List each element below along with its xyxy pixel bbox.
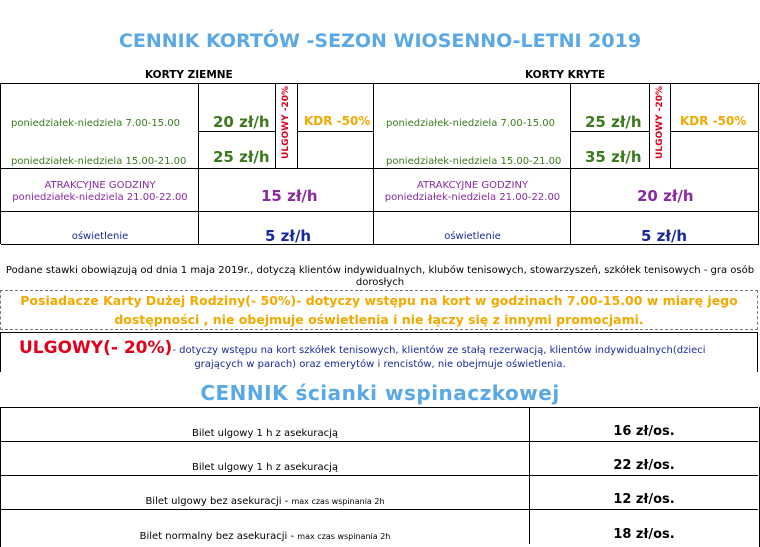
kryte-kdr-label: KDR -50% xyxy=(680,114,747,128)
ziemne-row1-label: poniedziałek-niedziela 7.00-15.00 xyxy=(11,118,181,129)
wall-row-price: 22 zł/os. xyxy=(613,458,675,473)
kryte-atr-price: 20 zł/h xyxy=(637,187,694,205)
korty-ziemne-header: KORTY ZIEMNE xyxy=(145,69,233,81)
table-row xyxy=(1,408,758,442)
kryte-labels-cell xyxy=(374,84,571,169)
table-row xyxy=(1,442,758,476)
table-row xyxy=(1,510,758,544)
ulgowy-text-line1: - dotyczy wstępu na kort szkółek tenisowych, klientów ze stałą rezerwacją, klientów indywidualnych(dzieci xyxy=(172,345,706,356)
kryte-atr-label-cell xyxy=(374,169,571,212)
kryte-empty-cell xyxy=(671,132,759,169)
kryte-ulgowy-cell xyxy=(650,84,671,169)
ulgowy-info-box xyxy=(0,332,758,372)
wall-row-note: max czas wspinania 2h xyxy=(297,532,391,541)
ziemne-row1-price: 20 zł/h xyxy=(213,113,270,131)
kryte-light-label: oświetlenie xyxy=(444,231,501,242)
kdr-info-box: Posiadacze Karty Dużej Rodziny(- 50%)- dotyczy wstępu na kort w godzinach 7.00-15.00 w miarę jego dostępności , nie obejmuje oświetlenia i nie łączy się z innymi promocjami. xyxy=(0,290,758,330)
wall-row-price: 18 zł/os. xyxy=(613,527,675,542)
ziemne-atr-price: 15 zł/h xyxy=(261,187,318,205)
wall-row-price: 12 zł/os. xyxy=(613,492,675,507)
ziemne-atr-title: ATRAKCYJNE GODZINY xyxy=(44,180,156,191)
validity-note: Podane stawki obowiązują od dnia 1 maja 2019r., dotyczą klientów indywidualnych, klubów tenisowych, stowarzyszeń, szkółek tenisowych - gra osób dorosłych xyxy=(5,265,755,288)
ziemne-ulgowy-cell xyxy=(276,84,298,169)
ziemne-labels-cell xyxy=(1,84,199,169)
kryte-row1-label: poniedziałek-niedziela 7.00-15.00 xyxy=(386,118,556,129)
ziemne-row1-price-cell xyxy=(199,84,276,132)
kryte-row2-price: 35 zł/h xyxy=(585,148,642,166)
ziemne-light-label: oświetlenie xyxy=(71,231,129,242)
kryte-light-label-cell xyxy=(374,212,571,245)
kryte-atr-title: ATRAKCYJNE GODZINY xyxy=(416,180,529,191)
kryte-atr-price-cell xyxy=(571,169,759,212)
wall-row-name: Bilet normalny bez asekuracji - max czas wspinania 2h xyxy=(139,531,391,542)
ziemne-atr-label-cell xyxy=(1,169,199,212)
ziemne-empty-cell xyxy=(298,132,374,169)
kryte-row2-price-cell xyxy=(571,132,650,169)
wall-title: CENNIK ścianki wspinaczkowej xyxy=(200,381,560,405)
wall-row-note: max czas wspinania 2h xyxy=(291,497,385,506)
kryte-row1-price: 25 zł/h xyxy=(585,113,642,131)
kryte-row1-price-cell xyxy=(571,84,650,132)
ziemne-row2-label: poniedziałek-niedziela 15.00-21.00 xyxy=(11,156,187,167)
ulgowy-text-line2: grających w parach) oraz emerytów i rencistów, nie obejmuje oświetlenia. xyxy=(194,359,566,370)
ziemne-atr-label: poniedziałek-niedziela 21.00-22.00 xyxy=(12,192,188,203)
wall-row-price: 16 zł/os. xyxy=(613,424,675,439)
wall-row-name: Bilet ulgowy bez asekuracji - max czas wspinania 2h xyxy=(145,496,385,507)
ziemne-row2-price: 25 zł/h xyxy=(213,148,270,166)
kryte-ulgowy-label: ULGOWY -20% xyxy=(655,86,665,159)
korty-kryte-header: KORTY KRYTE xyxy=(525,69,606,81)
page-title: CENNIK KORTÓW -SEZON WIOSENNO-LETNI 2019 xyxy=(118,30,642,52)
kryte-kdr-cell xyxy=(671,84,759,132)
kryte-light-price: 5 zł/h xyxy=(641,227,688,245)
ziemne-light-price-cell xyxy=(199,212,374,245)
wall-row-name: Bilet ulgowy 1 h z asekuracją xyxy=(192,428,338,439)
kryte-atr-label: poniedziałek-niedziela 21.00-22.00 xyxy=(384,192,561,203)
ziemne-row2-price-cell xyxy=(199,132,276,169)
ulgowy-heading: ULGOWY(- 20%) xyxy=(19,338,173,358)
ziemne-kdr-label: KDR -50% xyxy=(304,114,371,128)
ziemne-atr-price-cell xyxy=(199,169,374,212)
table-row xyxy=(1,476,758,510)
ziemne-kdr-cell xyxy=(298,84,374,132)
wall-row-name: Bilet ulgowy 1 h z asekuracją xyxy=(192,462,338,473)
ziemne-light-price: 5 zł/h xyxy=(265,227,312,245)
kryte-row2-label: poniedziałek-niedziela 15.00-21.00 xyxy=(386,156,562,167)
kryte-light-price-cell xyxy=(571,212,759,245)
wall-price-table xyxy=(0,407,758,547)
ziemne-ulgowy-label: ULGOWY -20% xyxy=(281,86,291,159)
ziemne-light-label-cell xyxy=(1,212,199,245)
courts-price-table xyxy=(0,83,760,244)
